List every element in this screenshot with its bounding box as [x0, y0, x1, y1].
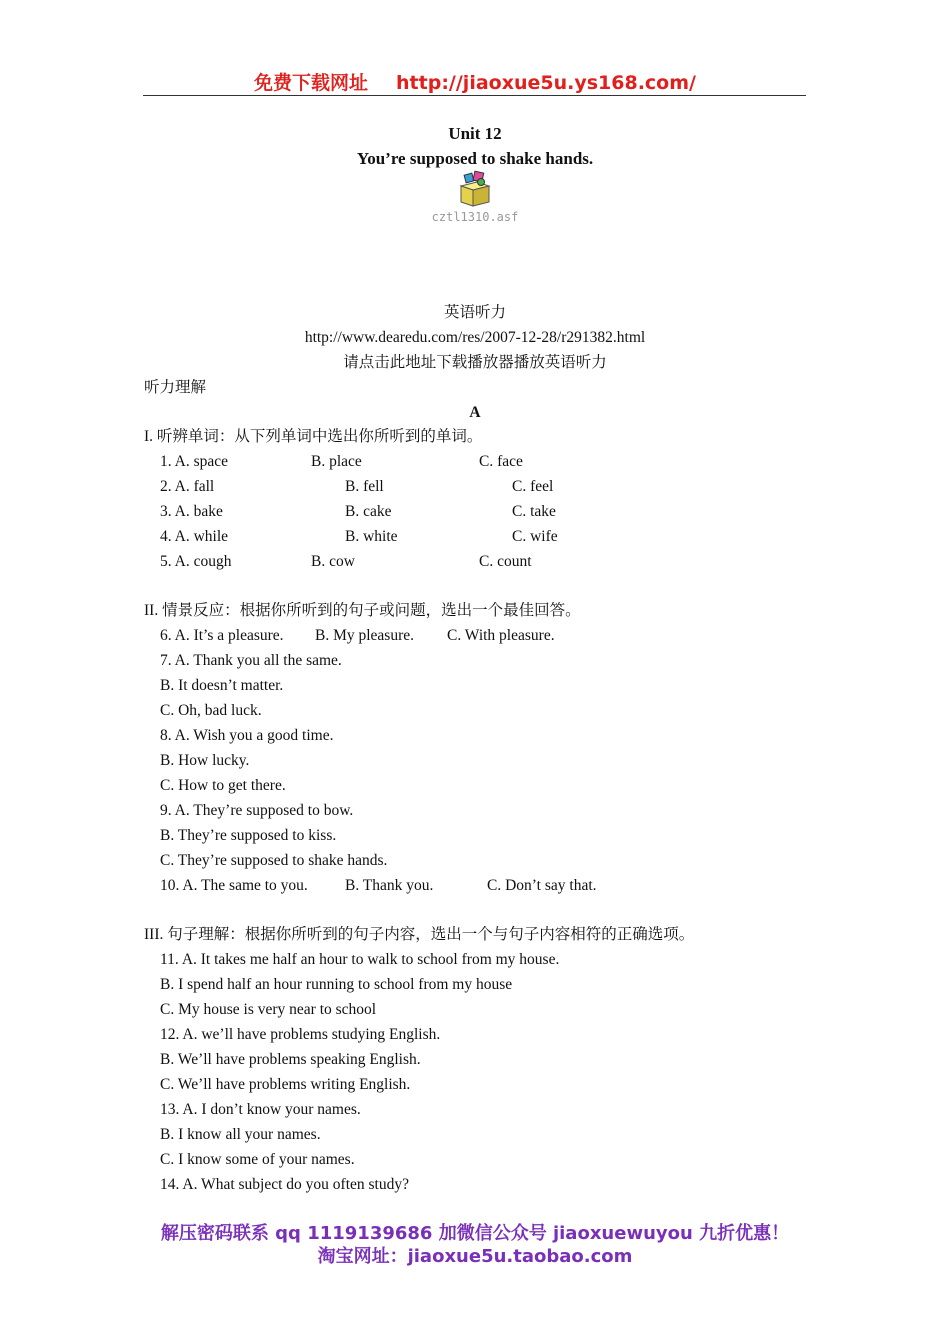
- q10-option-b: B. Thank you.: [345, 877, 434, 894]
- header-rule: [143, 95, 806, 96]
- q3-option-a: 3. A. bake: [160, 503, 223, 520]
- q1-option-b: B. place: [311, 453, 362, 470]
- listening-instruction: 请点击此地址下载播放器播放英语听力: [343, 354, 607, 371]
- q5-option-c: C. count: [479, 553, 532, 570]
- q6-option-b: B. My pleasure.: [315, 627, 415, 644]
- question-line: 12. A. we’ll have problems studying English.: [160, 1026, 441, 1043]
- q3-option-b: B. cake: [345, 503, 392, 520]
- q2-option-b: B. fell: [345, 478, 384, 495]
- header-url-link[interactable]: http://jiaoxue5u.ys168.com/: [396, 72, 696, 94]
- q1-option-c: C. face: [479, 453, 523, 470]
- page-header: [0, 68, 950, 95]
- q4-option-c: C. wife: [512, 528, 558, 545]
- question-line: 11. A. It takes me half an hour to walk to school from my house.: [160, 951, 560, 968]
- unit-subtitle: You’re supposed to shake hands.: [356, 149, 594, 168]
- header-label: 免费下载网址: [254, 72, 369, 94]
- question-line: 7. A. Thank you all the same.: [160, 652, 342, 669]
- q1-option-a: 1. A. space: [160, 453, 229, 470]
- question-line: 14. A. What subject do you often study?: [160, 1176, 409, 1193]
- option-line: B. We’ll have problems speaking English.: [160, 1051, 421, 1068]
- option-line: C. We’ll have problems writing English.: [160, 1076, 411, 1093]
- attachment-filename[interactable]: cztl1310.asf: [431, 210, 519, 224]
- section-label: 听力理解: [144, 379, 207, 396]
- part1-heading: I. 听辨单词：从下列单词中选出你所听到的单词。: [144, 428, 483, 445]
- option-line: C. Oh, bad luck.: [160, 702, 262, 719]
- footer-contact: 解压密码联系 qq 1119139686 加微信公众号 jiaoxuewuyou 九折优惠！: [160, 1223, 790, 1244]
- option-line: C. I know some of your names.: [160, 1151, 355, 1168]
- q2-option-c: C. feel: [512, 478, 554, 495]
- q6-option-c: C. With pleasure.: [447, 627, 555, 644]
- part2-heading: II. 情景反应：根据你所听到的句子或问题，选出一个最佳回答。: [144, 602, 581, 619]
- q10-option-a: 10. A. The same to you.: [160, 877, 308, 894]
- option-line: B. I spend half an hour running to school from my house: [160, 976, 513, 993]
- option-line: C. My house is very near to school: [160, 1001, 377, 1018]
- listening-url-link[interactable]: http://www.dearedu.com/res/2007-12-28/r291382.html: [304, 329, 646, 346]
- listening-heading: 英语听力: [443, 304, 506, 321]
- package-icon[interactable]: [455, 170, 495, 210]
- q4-option-a: 4. A. while: [160, 528, 229, 545]
- option-line: B. I know all your names.: [160, 1126, 321, 1143]
- question-line: 8. A. Wish you a good time.: [160, 727, 334, 744]
- option-line: C. They’re supposed to shake hands.: [160, 852, 388, 869]
- q10-option-c: C. Don’t say that.: [487, 877, 597, 894]
- q5-option-b: B. cow: [311, 553, 355, 570]
- option-line: C. How to get there.: [160, 777, 286, 794]
- question-line: 9. A. They’re supposed to bow.: [160, 802, 354, 819]
- option-line: B. It doesn’t matter.: [160, 677, 284, 694]
- question-line: 13. A. I don’t know your names.: [160, 1101, 361, 1118]
- part3-heading: III. 句子理解：根据你所听到的句子内容，选出一个与句子内容相符的正确选项。: [144, 926, 695, 943]
- q2-option-a: 2. A. fall: [160, 478, 215, 495]
- unit-title: Unit 12: [448, 124, 502, 143]
- q4-option-b: B. white: [345, 528, 398, 545]
- option-line: B. How lucky.: [160, 752, 250, 769]
- option-line: B. They’re supposed to kiss.: [160, 827, 337, 844]
- part-label: A: [469, 404, 481, 421]
- footer-taobao-link[interactable]: 淘宝网址：jiaoxue5u.taobao.com: [317, 1246, 633, 1267]
- q6-option-a: 6. A. It’s a pleasure.: [160, 627, 284, 644]
- q3-option-c: C. take: [512, 503, 556, 520]
- q5-option-a: 5. A. cough: [160, 553, 232, 570]
